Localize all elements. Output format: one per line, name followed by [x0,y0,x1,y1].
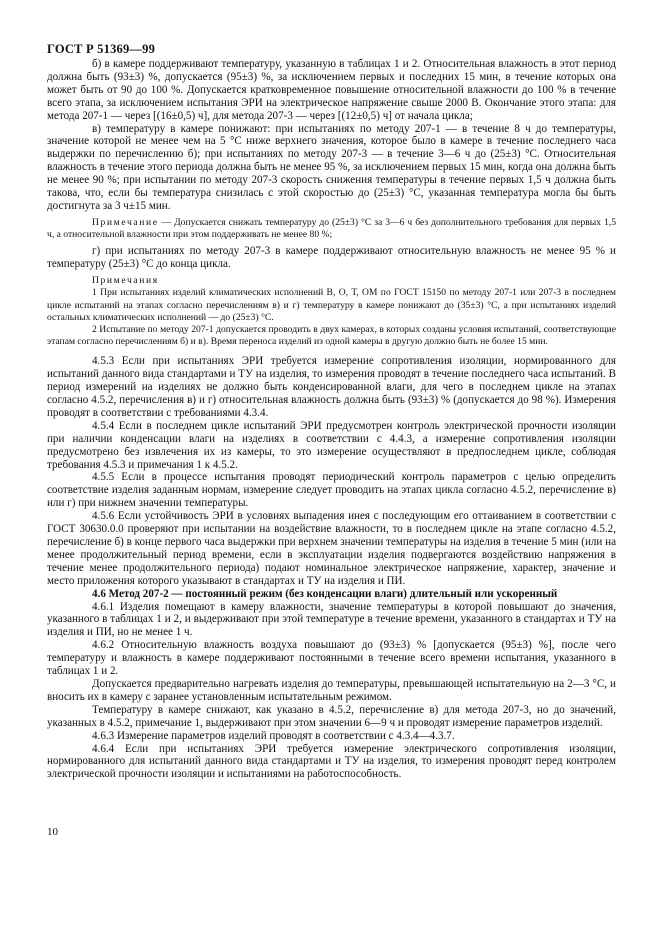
note-2: 2 Испытание по методу 207-1 допускается проводить в двух камерах, в которых созданы условия испытаний, соответствующие этапам согласно перечислениям б) и в). Время переноса изделий из одной камеры в другую должно быть не более 15 мин. [47,323,616,348]
paragraph-item-g: г) при испытаниях по методу 207-3 в камере поддерживают относительную влажность не менее 95 % и температуру (25±3) °С до конца цикла. [47,245,616,271]
paragraph-preheat: Допускается предварительно нагревать изделия до температуры, превышающей испытательную на 2—3 °С, и вносить их в камеру с заранее установленным испытательным режимом. [47,677,616,703]
clause-4-5-5: 4.5.5 Если в процессе испытания проводят периодический контроль параметров с целью определить соответствие изделия заданным нормам, измерение следует проводить на этапах цикла согласно 4.5.2, перечисление в) или г) при нижнем значении температуры. [47,471,616,510]
note-inline [47,217,616,241]
clause-4-6-3: 4.6.3 Измерение параметров изделий проводят в соответствии с 4.3.4—4.3.7. [92,729,455,742]
clause-4-5-6: 4.5.6 Если устойчивость ЭРИ в условиях выпадения инея с последующим его оттаиванием в соответствии с ГОСТ 30630.0.0 проверяют при испытании на воздействие влажности, то в последнем цикле на этапе согласно 4.5.2, перечисление б) в конце первого часа выдержки при верхнем значении температуры на изделия в течение 5 мин (или на менее продолжительный период времени, если в эксплуатации изделия подвергаются воздействию напряжения в течение менее продолжительного периода) подают номинальное электрическое напряжение, характер, значение и место приложения которого указывают в стандартах и ТУ на изделия и ПИ. [47,510,616,587]
clause-4-6-4: 4.6.4 Если при испытаниях ЭРИ требуется измерение электрического сопротивления изоляции, нормированного для испытаний данного вида стандартами и ТУ на изделия, то измерения проводят перед контролем электрической прочности изоляции и испытаниями на работоспособность. [47,742,616,781]
clause-4-5-4: 4.5.4 Если в последнем цикле испытаний ЭРИ предусмотрен контроль электрической прочности изоляции при наличии конденсации влаги на изделиях в соответствии с 4.4.3, а измерение сопротивления изоляции предусмотрено без извлечения их из камеры, то это измерение осуществляют в предпоследнем цикле, соблюдая требования 4.5.3 и примечания 1 к 4.5.2. [47,419,616,471]
notes-heading: Примечания [92,275,159,287]
paragraph-item-v: в) температуру в камере понижают: при испытаниях по методу 207-1 — в течение 8 ч до температуры, значение которой не менее чем на 5 °С ниже верхнего значения, которое было в камере в течение последнего часа выдержки по перечислению б); при испытаниях по методу 207-3 — в течение 3—6 ч до (25±3) °С. Относительная влажность в течение этого периода должна быть не менее 95 %, за исключением первых 15 мин, когда она должна быть не менее 90 %; при испытании по методу 207-3 скорость снижения температуры в течение первых 1,5 ч должна быть такова, что, если бы температура снизилась с этой скоростью до (25±3) °С, указанная температура могла бы быть достигнута за 3 ч±15 мин. [47,122,616,212]
section-heading-4-6: 4.6 Метод 207-2 — постоянный режим (без конденсации влаги) длительный или ускоренный [92,587,558,600]
note-1: 1 При испытаниях изделий климатических исполнений В, О, Т, ОМ по ГОСТ 15150 по методу 207-1 или 207-3 в последнем цикле испытаний на этапах согласно перечислениям в) и г) температуру в камере понижают до (35±3) °С, а при испытаниях изделий остальных климатических исполнений — до (25±3) °С. [47,287,616,323]
clause-4-6-1: 4.6.1 Изделия помещают в камеру влажности, значение температуры в которой повышают до значения, указанного в таблицах 1 и 2, и выдерживают при этой температуре в течение времени, указанного в стандартах и ТУ на изделия и ПИ, но не менее 1 ч. [47,600,616,639]
paragraph-item-b: б) в камере поддерживают температуру, указанную в таблицах 1 и 2. Относительная влажность в этот период должна быть (93±3) %, допускается (95±3) %, за исключением первых и последних 15 мин, в течение которых она может быть от 90 до 100 %. Допускается кратковременное повышение относительной влажности до 100 % в течение всего этапа, за исключением испытания ЭРИ на электрическое напряжение свыше 2000 В. Окончание этого этапа: для метода 207-1 — через [(16±0,5) ч], для метода 207-3 — через [(12±0,5) ч] от начала цикла; [47,58,616,122]
note-text: — Допускается снижать температуру до (25±3) °С за 3—6 ч без дополнительного требования для первых 1,5 ч, а относительной влажности при этом поддерживать не менее 80 %; [47,216,616,241]
standard-header: ГОСТ Р 51369—99 [47,42,156,56]
page-number: 10 [47,826,58,838]
clause-4-5-3: 4.5.3 Если при испытаниях ЭРИ требуется измерение сопротивления изоляции, нормированного для испытаний данного вида стандартами и ТУ на изделия, то измерения проводят в течение последнего часа испытаний. В период измерений на изделиях не должно быть конденсированной влаги, для чего в последнем цикле на этапах согласно 4.5.2, перечисления в) и г) относительная влажность должна быть (93±3) % (допускается до 98 %). Измерения проводят в соответствии с требованиями 4.3.4. [47,355,616,419]
paragraph-temperature: Температуру в камере снижают, как указано в 4.5.2, перечисление в) для метода 207-3, но до значений, указанных в 4.5.2, примечание 1, выдерживают при этом значении 6—9 ч и проводят измерение параметров изделий. [47,703,616,729]
page-body [47,58,616,781]
note-label: Примечание [92,216,159,228]
clause-4-6-2: 4.6.2 Относительную влажность воздуха повышают до (93±3) % [допускается (95±3) %], после чего температуру и влажность в камере поддерживают постоянными в течение всего времени испытания, указанного в таблицах 1 и 2. [47,639,616,678]
